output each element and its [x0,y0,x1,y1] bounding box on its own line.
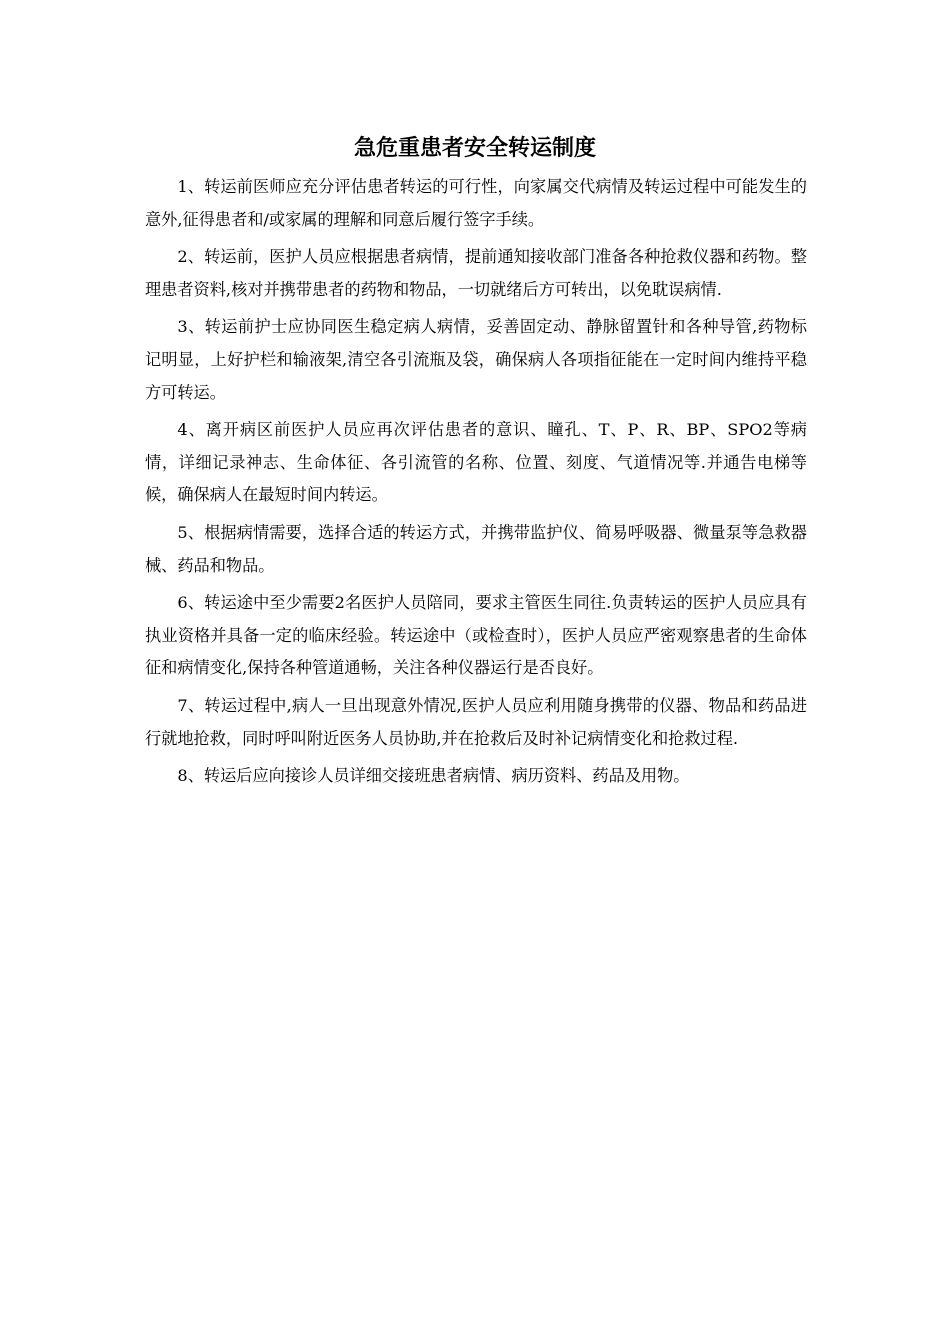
paragraph-8: 8、转运后应向接诊人员详细交接班患者病情、病历资料、药品及用物。 [177,766,690,786]
document-title: 急危重患者安全转运制度 [353,136,596,161]
paragraph-5: 5、根据病情需要，选择合适的转运方式，并携带监护仪、简易呼吸器、微量泵等急救器械、药品和物品。 [145,522,807,575]
paragraph-6: 6、转运途中至少需要2名医护人员陪同，要求主管医生同往.负责转运的医护人员应具有执业资格并具备一定的临床经验。转运途中（或检查时），医护人员应严密观察患者的生命体征和病情变化,保持各种管道通畅，关注各种仪器运行是否良好。 [145,593,807,678]
paragraph-2: 2、转运前，医护人员应根据患者病情，提前通知接收部门准备各种抢救仪器和药物。整理患者资料,核对并携带患者的药物和物品，一切就绪后方可转出，以免耽误病情. [145,247,807,299]
document-body [145,171,807,798]
paragraph-3: 3、转运前护士应协同医生稳定病人病情，妥善固定动、静脉留置针和各种导管,药物标记明显，上好护栏和输液架,清空各引流瓶及袋，确保病人各项指征能在一定时间内维持平稳方可转运。 [145,317,807,402]
paragraph-7: 7、转运过程中,病人一旦出现意外情况,医护人员应利用随身携带的仪器、物品和药品进行就地抢救，同时呼叫附近医务人员协助,并在抢救后及时补记病情变化和抢救过程. [145,695,807,748]
paragraph-4: 4、离开病区前医护人员应再次评估患者的意识、瞳孔、T、P、R、BP、SPO2等病情，详细记录神志、生命体征、各引流管的名称、位置、刻度、气道情况等.并通告电梯等候，确保病人在最短时间内转运。 [145,420,807,505]
paragraph-1: 1、转运前医师应充分评估患者转运的可行性，向家属交代病情及转运过程中可能发生的意外,征得患者和/或家属的理解和同意后履行签字手续。 [145,177,807,229]
